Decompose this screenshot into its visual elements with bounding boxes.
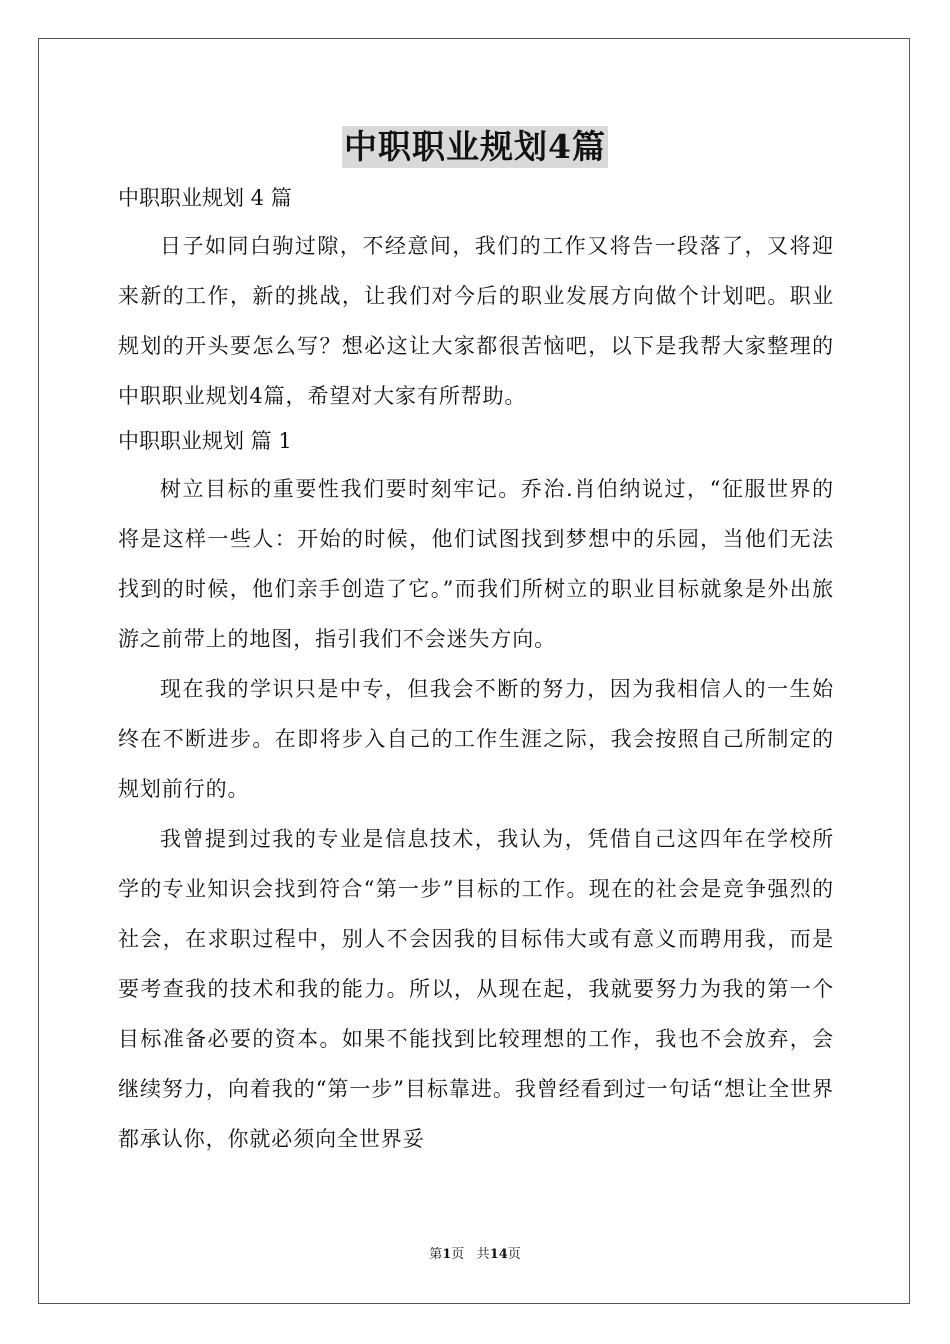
- total-suffix: 页: [507, 1247, 521, 1262]
- document-subtitle: 中职职业规划 4 篇: [118, 186, 292, 210]
- document-body: [118, 180, 834, 1164]
- page-suffix: 页: [451, 1247, 465, 1262]
- page-footer: [0, 1246, 950, 1264]
- page-prefix: 第: [429, 1247, 443, 1262]
- title-area: [0, 126, 950, 168]
- intro-paragraph: 日子如同白驹过隙，不经意间，我们的工作又将告一段落了，又将迎来新的工作，新的挑战，让我们对今后的职业发展方向做个计划吧。职业规划的开头要怎么写？想必这让大家都很苦恼吧，以下是我帮大家整理的中职职业规划4篇，希望对大家有所帮助。: [118, 234, 834, 408]
- total-prefix: 共: [476, 1247, 490, 1262]
- page-number: 1: [442, 1247, 452, 1262]
- body-paragraph-3: 我曾提到过我的专业是信息技术，我认为，凭借自己这四年在学校所学的专业知识会找到符合“第一步”目标的工作。现在的社会是竞争强烈的社会，在求职过程中，别人不会因我的目标伟大或有意义而聘用我，而是要考查我的技术和我的能力。所以，从现在起，我就要努力为我的第一个目标准备必要的资本。如果不能找到比较理想的工作，我也不会放弃，会继续努力，向着我的“第一步”目标靠进。我曾经看到过一句话“想让全世界都承认你，你就必须向全世界妥: [118, 827, 834, 1151]
- body-paragraph-2: 现在我的学识只是中专，但我会不断的努力，因为我相信人的一生始终在不断进步。在即将步入自己的工作生涯之际，我会按照自己所制定的规划前行的。: [118, 677, 834, 801]
- document-title: 中职职业规划4篇: [344, 127, 606, 166]
- total-pages: 14: [489, 1247, 508, 1262]
- section-heading: 中职职业规划 篇 1: [118, 429, 292, 453]
- body-paragraph-1: 树立目标的重要性我们要时刻牢记。乔治.肖伯纳说过，“征服世界的将是这样一些人：开始的时候，他们试图找到梦想中的乐园，当他们无法找到的时候，他们亲手创造了它。”而我们所树立的职业目标就象是外出旅游之前带上的地图，指引我们不会迷失方向。: [118, 477, 834, 651]
